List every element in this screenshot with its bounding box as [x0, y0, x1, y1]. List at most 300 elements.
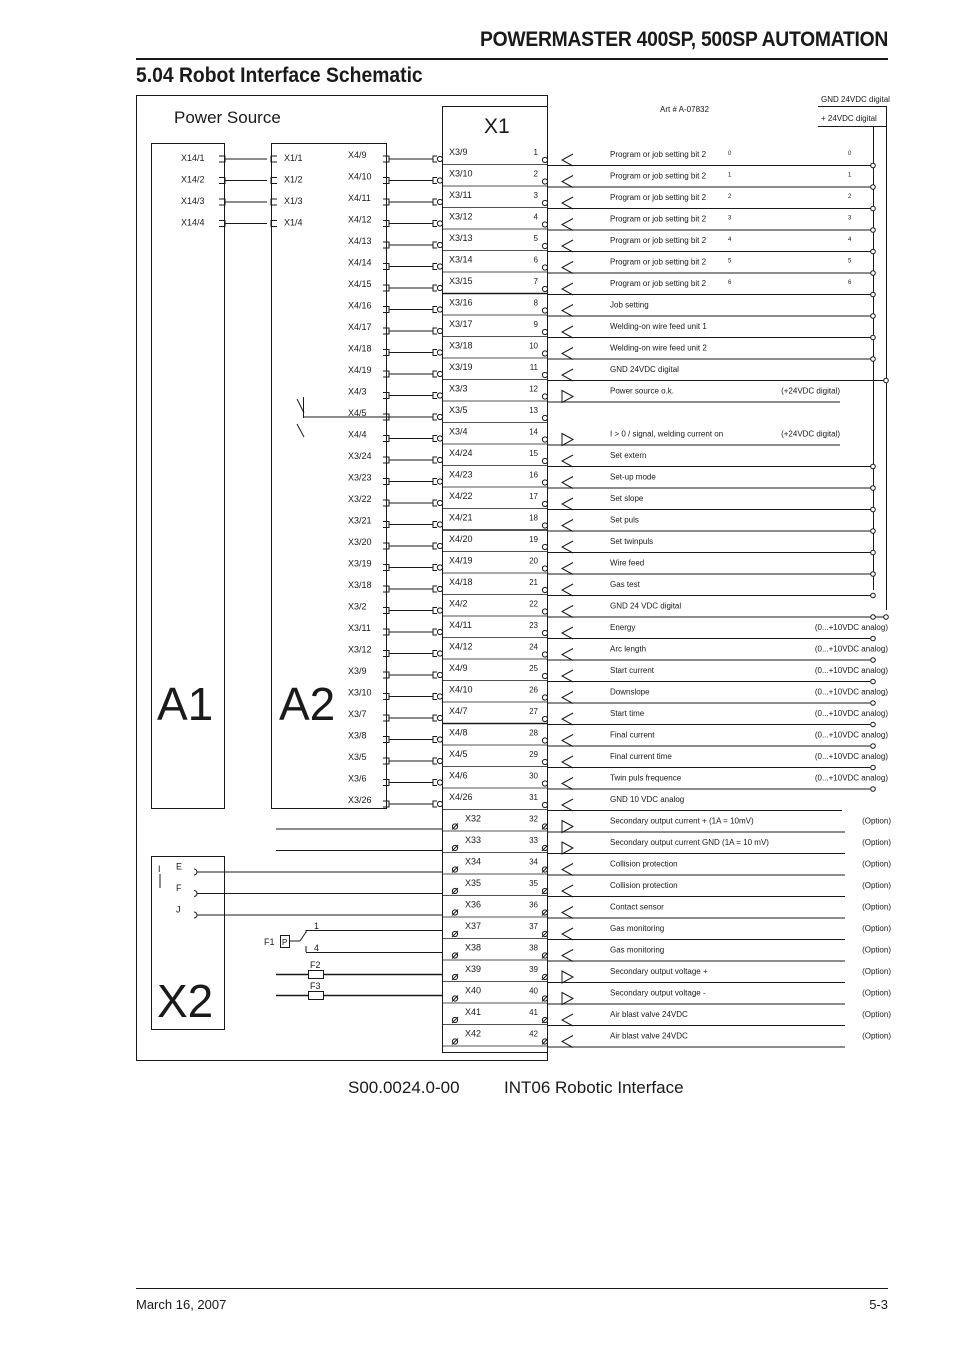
a2-pin-label: X4/15: [348, 279, 372, 289]
terminal-icon: [542, 802, 547, 807]
signal-description: Program or job setting bit 2: [610, 279, 707, 288]
input-arrow-icon: [562, 240, 573, 252]
x1-row-40: [443, 986, 891, 1005]
terminal-icon: [437, 500, 442, 505]
x1-pin-label: X4/8: [449, 727, 468, 738]
x1-row-23: [348, 620, 888, 641]
a2-pin-label: X3/11: [348, 623, 371, 633]
signal-description: Air blast valve 24VDC: [610, 1031, 688, 1041]
terminal-icon: [437, 307, 442, 312]
x1-row-14: [348, 427, 840, 446]
terminal-icon: [437, 393, 442, 398]
x1-row-4: [348, 212, 875, 233]
x1-row-19: [348, 534, 875, 555]
x1-row-10: [348, 341, 875, 362]
a2-label: A2: [279, 678, 336, 730]
x1-socket-icon: [433, 565, 437, 571]
x1-pin-number: 22: [529, 599, 538, 609]
signal-description: GND 24VDC digital: [610, 365, 679, 374]
x1-pin-number: 21: [529, 578, 538, 587]
a2-pin-label: X4/5: [348, 408, 367, 418]
terminal-icon: [437, 178, 442, 183]
terminal-icon: [542, 243, 547, 248]
input-arrow-icon: [562, 262, 573, 274]
signal-description: Secondary output current GND (1A = 10 mV): [610, 838, 769, 847]
signal-description: Energy: [610, 623, 636, 632]
x1-row-26: [348, 685, 888, 706]
x1-row-27: [348, 706, 888, 727]
signal-note: (Option): [862, 859, 891, 869]
x1-pin-label: X4/22: [449, 491, 473, 501]
input-arrow-icon: [562, 885, 573, 897]
x1-pin-number: 5: [533, 234, 538, 243]
x1-row-21: [348, 577, 875, 598]
x1-socket-icon: [433, 328, 437, 334]
input-arrow-icon: [562, 627, 573, 639]
x1-pin-label: X3/5: [449, 405, 468, 415]
x1-pin-label: X4/5: [449, 749, 468, 759]
terminal-icon: [437, 371, 442, 376]
x1-pin-number: 9: [533, 320, 538, 329]
x1-pin-label: X4/18: [449, 577, 473, 587]
x1-socket-icon: [433, 651, 437, 657]
x1-pin-number: 32: [529, 814, 538, 824]
terminal-icon: [542, 716, 547, 721]
signal-description: Gas test: [610, 580, 640, 589]
analog-terminal-icon: [871, 787, 876, 792]
x1-row-38: [443, 943, 891, 962]
x1-socket-icon: [433, 586, 437, 592]
x1-socket-icon: [433, 694, 437, 700]
a2-pin-label: X3/24: [348, 451, 372, 461]
x1-pin-number: 10: [529, 341, 538, 351]
x1-row-37: [443, 921, 891, 940]
signal-description: Downslope: [610, 687, 650, 697]
terminal-icon: [542, 652, 547, 657]
input-arrow-icon: [562, 369, 573, 381]
bus-terminal-icon: [871, 529, 876, 534]
x1-row-9: [348, 319, 875, 340]
x1-socket-icon: [433, 371, 437, 377]
bit-index: 5: [728, 258, 732, 265]
x1-socket-icon: [433, 780, 437, 786]
x1-socket-icon: [433, 801, 437, 807]
x1-pin-number: 17: [529, 492, 538, 501]
x1-pin-label: X42: [465, 1028, 482, 1039]
x1-pin-number: 34: [529, 857, 538, 867]
x1-pin-number: 18: [529, 513, 538, 523]
x1-socket-icon: [433, 285, 437, 291]
signal-note: (Option): [862, 838, 891, 847]
a2-pin-label: X3/7: [348, 709, 367, 719]
x1-row-20: [348, 556, 875, 577]
signal-note: (0...+10VDC analog): [814, 644, 888, 654]
x1-socket-icon: [433, 156, 437, 162]
x1-socket-icon: [433, 608, 437, 614]
x1-pin-label: X4/11: [449, 620, 472, 630]
terminal-icon: [542, 437, 547, 442]
terminal-icon: [542, 222, 547, 227]
signal-note: (0...+10VDC analog): [814, 623, 888, 632]
x1-pin-label: X4/21: [449, 512, 473, 523]
input-arrow-icon: [562, 735, 573, 747]
bus-terminal-icon: [871, 163, 876, 168]
signal-description: Secondary output voltage +: [610, 967, 708, 976]
terminal-icon: [542, 695, 547, 700]
signal-note: (Option): [862, 988, 891, 998]
signal-description: Air blast valve 24VDC: [610, 1010, 688, 1019]
signal-note: (Option): [862, 967, 891, 976]
signal-note: (0...+10VDC analog): [814, 773, 888, 783]
signal-note: (0...+10VDC analog): [814, 687, 888, 697]
signal-description: Set slope: [610, 494, 644, 503]
drawing-code: S00.0024.0-00: [348, 1078, 460, 1097]
x1-pin-number: 16: [529, 470, 538, 480]
x1-pin-number: 37: [529, 922, 538, 931]
x1-pin-number: 31: [529, 793, 538, 802]
x1-row-2: [348, 169, 875, 190]
terminal-icon: [542, 351, 547, 356]
x1-pin-label: X32: [465, 813, 482, 824]
bus-terminal-icon: [871, 185, 876, 190]
terminal-icon: [437, 801, 442, 806]
x1-pin-label: X3/17: [449, 319, 473, 329]
terminal-icon: [542, 480, 547, 485]
bit-index: 1: [728, 172, 732, 179]
signal-description: Set extern: [610, 451, 647, 460]
x1-row-11: [348, 362, 888, 383]
x1-pin-number: 12: [529, 384, 538, 394]
a2-pin-label: X3/5: [348, 752, 367, 762]
terminal-icon: [542, 781, 547, 786]
a2-pin-label: X4/12: [348, 214, 372, 225]
x1-power-pin-label: X1/2: [284, 174, 303, 185]
input-arrow-icon: [562, 778, 573, 790]
x14-pin-label: X14/4: [181, 217, 205, 228]
input-arrow-icon: [562, 713, 573, 725]
terminal-icon: [437, 328, 442, 333]
terminal-icon: [542, 179, 547, 184]
terminal-icon: [437, 221, 442, 226]
x1-row-31: [348, 792, 842, 811]
terminal-icon: [437, 565, 442, 570]
input-arrow-icon: [562, 563, 573, 575]
a2-pin-label: X3/20: [348, 537, 372, 547]
signal-description: Set twinpuls: [610, 537, 654, 546]
terminal-icon: [542, 308, 547, 313]
f1-pin-1: 1: [314, 921, 320, 931]
terminal-icon: [542, 587, 547, 592]
x1-row-18: [348, 513, 875, 534]
input-arrow-icon: [562, 649, 573, 661]
terminal-icon: [542, 609, 547, 614]
a2-pin-label: X3/6: [348, 773, 367, 784]
bus-terminal-icon: [871, 228, 876, 233]
x1-pin-number: 42: [529, 1029, 538, 1039]
terminal-icon: [437, 285, 442, 290]
signal-description: Program or job setting bit 2: [610, 193, 707, 202]
signal-description: Twin puls frequence: [610, 773, 682, 783]
signal-note: (Option): [862, 1031, 891, 1041]
bit-index-right: 2: [848, 194, 852, 200]
x1-row-30: [348, 771, 888, 792]
x1-pin-label: X3/13: [449, 233, 473, 243]
bus-terminal-icon: [871, 206, 876, 211]
input-arrow-icon: [562, 305, 573, 317]
terminal-icon: [542, 523, 547, 528]
signal-description: Program or job setting bit 2: [610, 214, 707, 224]
input-arrow-icon: [562, 950, 573, 962]
signal-description: Job setting: [610, 300, 649, 310]
input-arrow-icon: [562, 928, 573, 940]
x1-pin-label: X40: [465, 985, 482, 996]
x1-pin-label: X4/20: [449, 534, 473, 544]
a2-pin-label: X3/23: [348, 472, 372, 483]
signal-description: Program or job setting bit 2: [610, 171, 707, 181]
x1-pin-number: 8: [533, 298, 538, 308]
x1-pin-label: X35: [465, 878, 482, 888]
input-arrow-icon: [562, 1014, 573, 1026]
x1-pin-number: 1: [533, 148, 538, 157]
x1-pin-label: X4/2: [449, 598, 468, 609]
x1-pin-number: 15: [529, 449, 538, 458]
x1-row-16: [348, 470, 875, 491]
input-arrow-icon: [562, 606, 573, 618]
x1-pin-number: 2: [533, 169, 538, 179]
x14-pin-label: X14/2: [181, 174, 205, 185]
x1-pin-number: 24: [529, 642, 538, 652]
x1-row-39: [443, 964, 891, 983]
a2-pin-label: X4/14: [348, 257, 372, 268]
a2-pin-label: X4/19: [348, 365, 372, 375]
a2-pin-label: X4/9: [348, 150, 367, 160]
terminal-icon: [437, 586, 442, 591]
x1-pin-number: 6: [533, 255, 538, 265]
x1-row-41: [443, 1007, 891, 1026]
x1-pin-number: 38: [529, 943, 538, 953]
output-arrow-icon: [562, 842, 573, 854]
terminal-icon: [437, 608, 442, 613]
signal-note: (Option): [862, 924, 891, 933]
a2-pin-label: X3/22: [348, 494, 372, 504]
signal-note: (+24VDC digital): [781, 386, 840, 396]
input-arrow-icon: [562, 348, 573, 360]
x1-pin-label: X3/18: [449, 340, 473, 351]
bus-terminal-icon: [871, 292, 876, 297]
signal-note: (+24VDC digital): [781, 429, 840, 439]
input-arrow-icon: [562, 520, 573, 532]
fuse-f3: [276, 992, 442, 1000]
bit-index: 4: [728, 237, 732, 243]
x1-row-28: [348, 728, 888, 749]
x1-pin-label: X4/23: [449, 469, 473, 480]
signal-description: Program or job setting bit 2: [610, 257, 707, 267]
x1-row-8: [348, 298, 875, 319]
x1-row-24: [348, 642, 888, 663]
x1-pin-label: X3/4: [449, 426, 468, 437]
signal-description: Set-up mode: [610, 472, 656, 482]
bus-terminal-icon: [871, 572, 876, 577]
bus-terminal-icon: [871, 593, 876, 598]
p-label: P: [282, 938, 288, 947]
input-arrow-icon: [562, 197, 573, 209]
bus-terminal-icon: [871, 249, 876, 254]
x1-row-5: [348, 233, 875, 254]
input-arrow-icon: [562, 799, 573, 811]
art-number: Art # A-07832: [660, 105, 709, 114]
terminal-icon: [542, 566, 547, 571]
x1-row-17: [348, 491, 875, 512]
input-arrow-icon: [562, 541, 573, 553]
signal-description: Start time: [610, 709, 645, 718]
x1-row-15: [348, 448, 875, 469]
signal-note: (Option): [862, 1010, 891, 1019]
terminal-icon: [437, 694, 442, 699]
x1-pin-number: 28: [529, 728, 538, 738]
x1-pin-label: X3/11: [449, 190, 472, 200]
terminal-icon: [542, 394, 547, 399]
terminal-icon: [437, 414, 442, 419]
x2-input-label: J: [176, 904, 181, 915]
x1-socket-icon: [433, 414, 437, 420]
x1-pin-label: X39: [465, 964, 482, 974]
x2-label: X2: [157, 975, 214, 1027]
plus24-top-label: + 24VDC digital: [821, 114, 877, 123]
x1-pin-number: 7: [533, 277, 538, 286]
x1-pin-number: 35: [529, 879, 538, 888]
a2-pin-label: X4/3: [348, 386, 367, 397]
a2-pin-label: X3/10: [348, 687, 372, 698]
page-number: 5-3: [869, 1297, 888, 1312]
a2-pin-label: X3/18: [348, 580, 372, 590]
a2-pin-label: X4/13: [348, 236, 372, 246]
x1-pin-label: X3/10: [449, 168, 473, 179]
bit-index: 2: [728, 194, 732, 200]
power-source-label: Power Source: [174, 108, 281, 127]
x1-pin-number: 36: [529, 900, 538, 910]
analog-terminal-icon: [871, 636, 876, 641]
x2-switch-label: I: [158, 864, 161, 874]
bit-index-right: 6: [848, 280, 852, 286]
terminal-icon: [437, 651, 442, 656]
x1-pin-label: X4/7: [449, 706, 468, 716]
signal-description: Contact sensor: [610, 902, 664, 912]
analog-terminal-icon: [871, 658, 876, 663]
x1-pin-number: 4: [533, 212, 538, 222]
x2-input-label: E: [176, 861, 183, 872]
x1-power-pin-label: X1/1: [284, 153, 303, 163]
x1-row-6: [348, 255, 875, 276]
a2-pin-label: X3/9: [348, 666, 367, 676]
signal-description: Collision protection: [610, 859, 678, 869]
x1-pin-number: 40: [529, 986, 538, 996]
x1-pin-number: 23: [529, 621, 538, 630]
signal-note: (Option): [862, 816, 891, 826]
footer-rule: [136, 1288, 888, 1289]
bit-index-right: 1: [848, 172, 852, 179]
x2-socket-icon: [194, 869, 197, 875]
x1-row-33: [443, 835, 891, 854]
a1-label: A1: [157, 678, 214, 730]
signal-note: (0...+10VDC analog): [814, 709, 888, 718]
gnd-top-label: GND 24VDC digital: [821, 95, 890, 104]
terminal-icon: [542, 157, 547, 162]
terminal-icon: [437, 629, 442, 634]
x1-pin-number: 11: [529, 363, 538, 372]
input-arrow-icon: [562, 1036, 573, 1048]
x1-socket-icon: [433, 221, 437, 227]
signal-note: (0...+10VDC analog): [814, 752, 888, 761]
terminal-icon: [437, 457, 442, 462]
terminal-icon: [437, 780, 442, 785]
signal-description: Secondary output current + (1A = 10mV): [610, 816, 754, 826]
input-arrow-icon: [562, 455, 573, 467]
analog-terminal-icon: [871, 679, 876, 684]
x1-socket-icon: [433, 500, 437, 506]
x1-row-3: [348, 190, 875, 211]
f1-pressure-switch: [281, 930, 443, 953]
fuse-f2: [276, 971, 442, 979]
bit-index-right: 0: [848, 151, 852, 157]
x1-pin-number: 13: [529, 406, 538, 415]
signal-description: Welding-on wire feed unit 2: [610, 343, 707, 353]
x1-pin-number: 26: [529, 685, 538, 695]
bus-terminal-icon: [871, 271, 876, 276]
x1-socket-icon: [433, 264, 437, 270]
x1-pin-label: X3/9: [449, 147, 468, 157]
bus-terminal-icon: [871, 464, 876, 469]
x1-pin-number: 33: [529, 836, 538, 845]
x1-row-36: [443, 900, 891, 919]
terminal-icon: [542, 630, 547, 635]
x1-pin-label: X3/16: [449, 297, 473, 308]
x1-pin-label: X4/12: [449, 641, 473, 652]
x1-row-32: [443, 814, 891, 833]
signal-description: Set puls: [610, 515, 639, 525]
bus-terminal-icon: [884, 615, 889, 620]
signal-description: Collision protection: [610, 881, 678, 890]
bit-index: 3: [728, 215, 732, 222]
output-arrow-icon: [562, 971, 573, 983]
x1-row-1: [348, 147, 875, 168]
terminal-icon: [542, 329, 547, 334]
x1-pin-label: X33: [465, 835, 482, 845]
signal-description: Final current: [610, 730, 655, 740]
bus-terminal-icon: [871, 615, 876, 620]
x1-socket-icon: [433, 758, 437, 764]
x1-pin-label: X41: [465, 1007, 482, 1017]
x1-pin-label: X4/9: [449, 663, 468, 673]
bus-terminal-icon: [884, 378, 889, 383]
terminal-icon: [437, 479, 442, 484]
x1-row-29: [348, 749, 888, 770]
bus-terminal-icon: [871, 550, 876, 555]
input-arrow-icon: [562, 670, 573, 682]
analog-terminal-icon: [871, 744, 876, 749]
x1-socket-icon: [433, 178, 437, 184]
bit-index-right: 3: [848, 215, 852, 222]
drawing-name: INT06 Robotic Interface: [504, 1078, 684, 1097]
terminal-icon: [437, 543, 442, 548]
input-arrow-icon: [562, 326, 573, 338]
x1-pin-label: X3/12: [449, 211, 473, 222]
terminal-icon: [437, 156, 442, 161]
x1-pin-label: X4/24: [449, 448, 473, 458]
x1-pin-label: X3/14: [449, 254, 473, 265]
a2-pin-label: X3/12: [348, 644, 372, 655]
x1-socket-icon: [433, 457, 437, 463]
bus-terminal-icon: [871, 507, 876, 512]
